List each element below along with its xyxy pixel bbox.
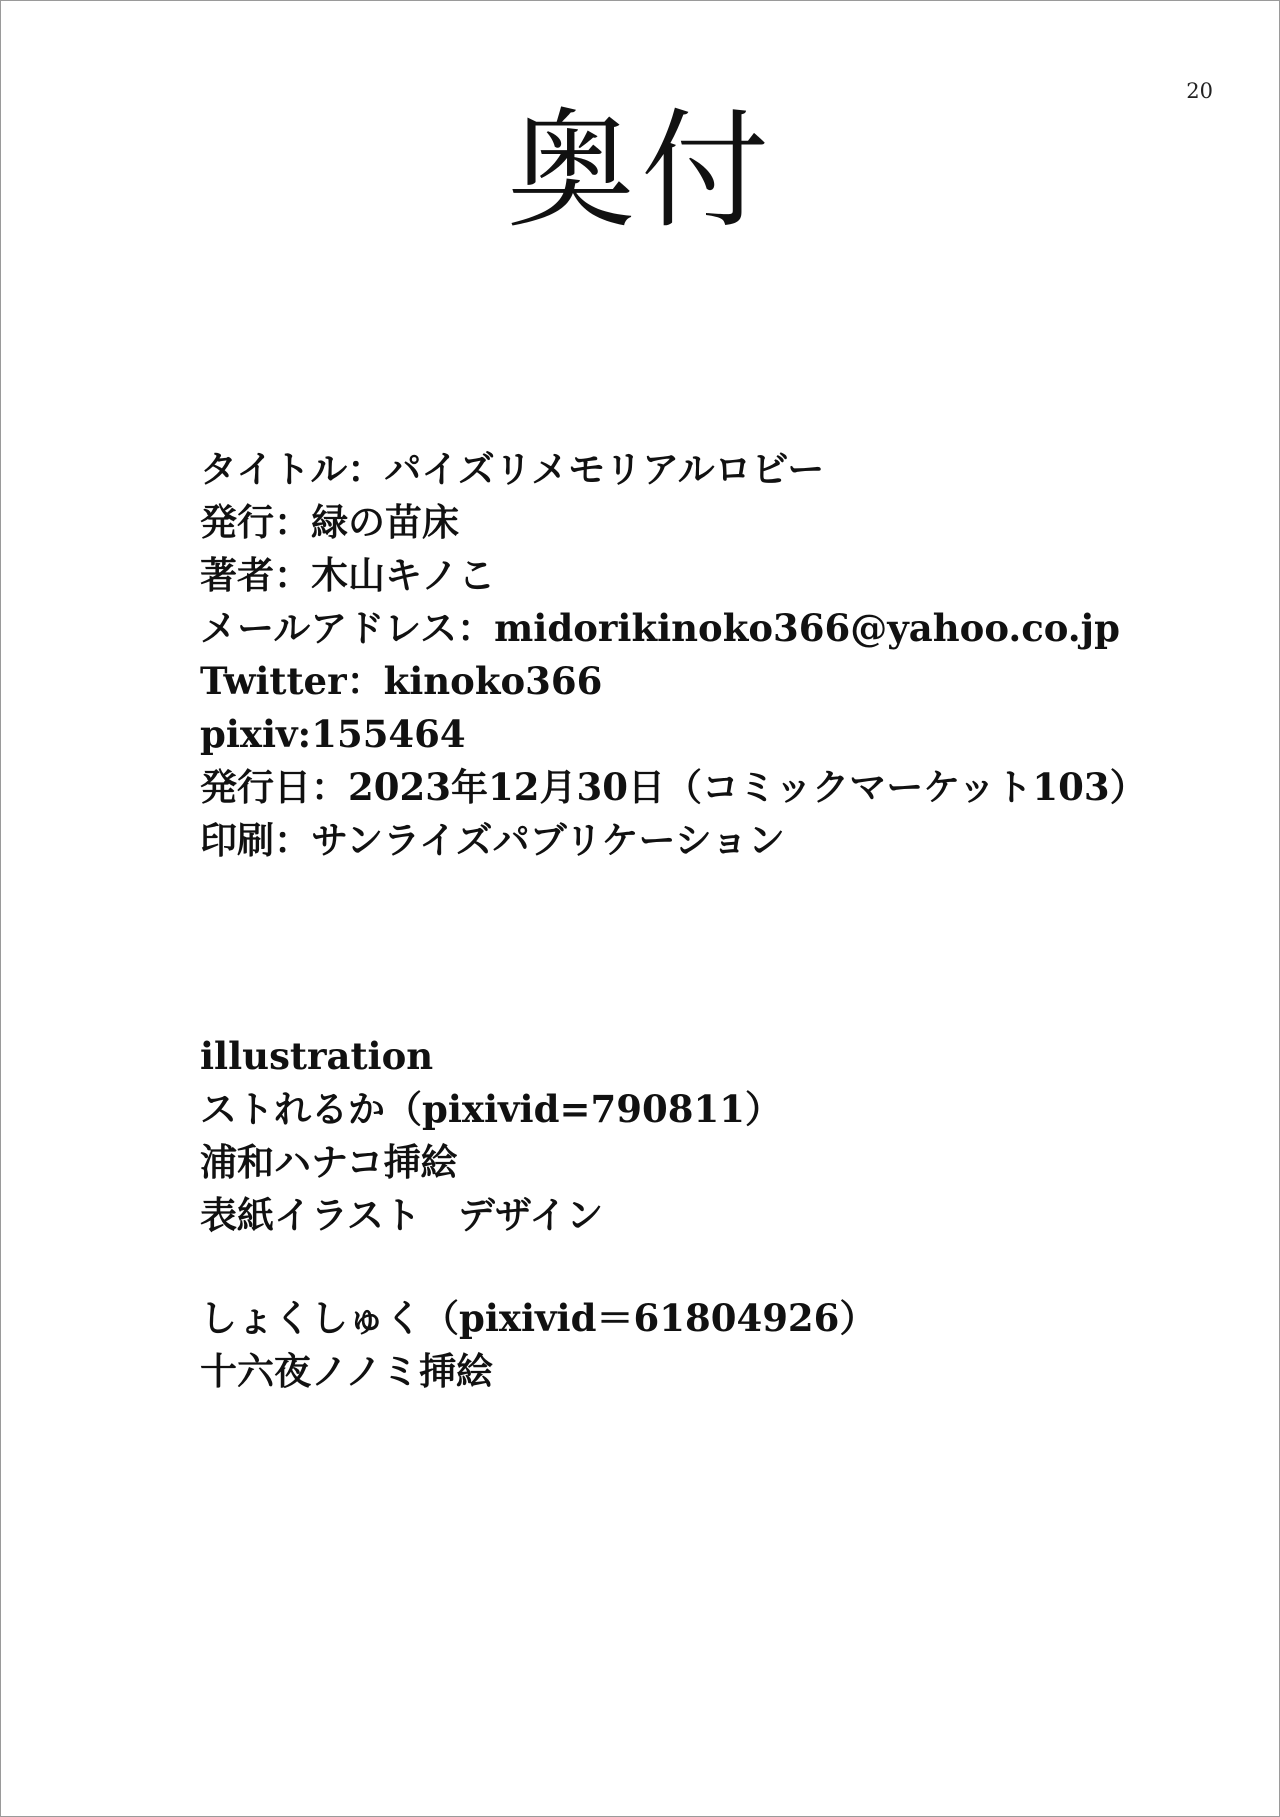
colophon-list bbox=[200, 443, 1220, 867]
colophon-twitter-line: Twitter：kinoko366 bbox=[200, 659, 603, 703]
illustration-heading: illustration bbox=[200, 1034, 434, 1078]
colophon-date-line: 発行日：2023年12月30日（コミックマーケット103） bbox=[200, 765, 1147, 809]
illustration-credits-2 bbox=[200, 1292, 1220, 1398]
illustrator-1-work-2: 表紙イラスト デザイン bbox=[200, 1193, 604, 1237]
page-number: 20 bbox=[1186, 79, 1213, 103]
illustrator-1-work-1: 浦和ハナコ挿絵 bbox=[200, 1140, 458, 1184]
illustrator-2-work-1: 十六夜ノノミ挿絵 bbox=[200, 1349, 494, 1393]
colophon-publisher-line: 発行：緑の苗床 bbox=[200, 500, 459, 544]
colophon-email-line: メールアドレス：midorikinoko366@yahoo.co.jp bbox=[200, 606, 1120, 650]
illustrator-2-line: しょくしゅく（pixivid＝61804926） bbox=[200, 1296, 877, 1340]
colophon-title-line: タイトル：パイズリメモリアルロビー bbox=[200, 447, 825, 491]
colophon-printer-line: 印刷：サンライズパブリケーション bbox=[200, 818, 785, 862]
illustrator-1-line: ストれるか（pixivid=790811） bbox=[200, 1087, 782, 1131]
colophon-author-line: 著者：木山キノこ bbox=[200, 553, 496, 597]
colophon-pixiv-line: pixiv:155464 bbox=[200, 712, 466, 756]
illustration-credits bbox=[200, 1030, 1220, 1242]
page-title: 奥付 bbox=[506, 97, 775, 246]
